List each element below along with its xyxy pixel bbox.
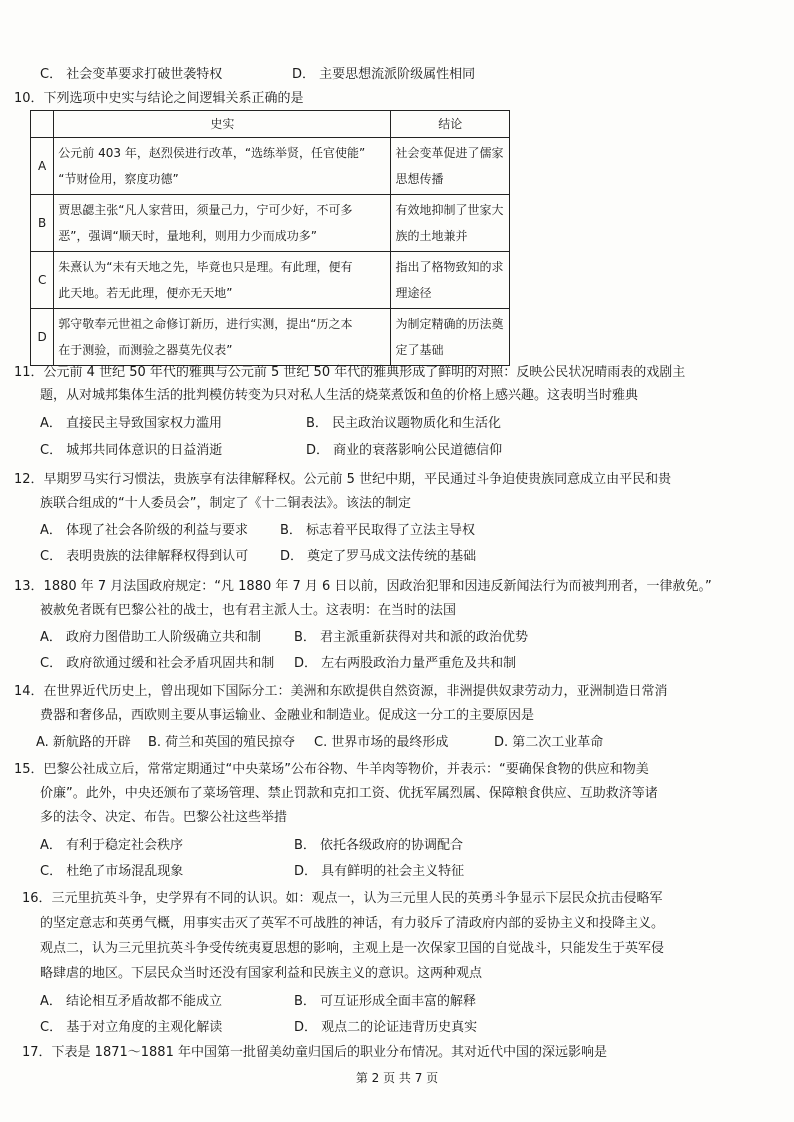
fact-line: 恶”，强调“顺天时，量地利，则用力少而成功多” [58, 229, 317, 243]
conclusion-line: 有效地抑制了世家大 [395, 203, 504, 217]
q11-option-d: D． 商业的衰落影响公民道德信仰 [306, 443, 503, 458]
table-header-conclusion: 结论 [391, 111, 510, 138]
q16-stem-line-4: 略肆虐的地区。下层民众当时还没有国家利益和民族主义的意识。这两种观点 [40, 966, 483, 981]
conclusion-line: 理途径 [395, 286, 432, 300]
q16-option-c: C． 基于对立角度的主观化解读 [40, 1020, 223, 1035]
q16-stem-line-1: 16．三元里抗英斗争，史学界有不同的认识。如：观点一，认为三元里人民的英勇斗争显示下层民众抗击侵略军 [22, 891, 663, 906]
conclusion-line: 定了基础 [395, 343, 444, 357]
q12-option-d: D． 奠定了罗马成文法传统的基础 [280, 549, 477, 564]
row-label: A [31, 138, 54, 195]
q12-stem-line-2: 族联合组成的“十人委员会”，制定了《十二铜表法》。该法的制定 [40, 496, 411, 511]
conclusion-line: 族的土地兼并 [395, 229, 468, 243]
row-fact [54, 138, 391, 195]
q14-stem-line-1: 14．在世界近代历史上，曾出现如下国际分工：美洲和东欧提供自然资源，非洲提供奴隶劳动力，亚洲制造日常消 [14, 684, 668, 699]
fact-line: 公元前 403 年，赵烈侯进行改革，“选练举贤，任官使能” [58, 146, 366, 160]
row-conclusion [391, 309, 510, 366]
q12-option-c: C． 表明贵族的法律解释权得到认可 [40, 549, 249, 564]
q12-option-b: B． 标志着平民取得了立法主导权 [280, 523, 476, 538]
row-conclusion [391, 252, 510, 309]
q10-stem: 10．下列选项中史实与结论之间逻辑关系正确的是 [14, 91, 304, 106]
table-row [31, 195, 510, 252]
q15-option-b: B． 依托各级政府的协调配合 [294, 838, 464, 853]
q15-option-c: C． 杜绝了市场混乱现象 [40, 864, 184, 879]
fact-line: “节财俭用，察度功德” [58, 172, 179, 186]
q14-option-b: B. 荷兰和英国的殖民掠夺 [148, 735, 296, 750]
q14-option-c: C. 世界市场的最终形成 [314, 735, 449, 750]
row-conclusion [391, 138, 510, 195]
q12-stem-line-1: 12．早期罗马实行习惯法，贵族享有法律解释权。公元前 5 世纪中期，平民通过斗争迫使贵族同意成立由平民和贵 [14, 472, 672, 487]
q16-option-b: B． 可互证形成全面丰富的解释 [294, 994, 477, 1009]
table-row [31, 138, 510, 195]
q11-option-a: A． 直接民主导致国家权力滥用 [40, 416, 223, 431]
fact-line: 朱熹认为“未有天地之先，毕竟也只是理。有此理，便有 [58, 260, 353, 274]
q13-stem-line-2: 被赦免者既有巴黎公社的战士，也有君主派人士。这表明：在当时的法国 [40, 603, 457, 618]
fact-line: 贾思勰主张“凡人家营田，须量己力，宁可少好，不可多 [58, 203, 353, 217]
q14-option-a: A. 新航路的开辟 [36, 735, 131, 750]
q9-option-c: C． 社会变革要求打破世袭特权 [40, 67, 223, 82]
q15-option-a: A． 有利于稳定社会秩序 [40, 838, 184, 853]
q10-table [30, 110, 510, 366]
table-header-label [31, 111, 54, 138]
q11-option-c: C． 城邦共同体意识的日益消逝 [40, 443, 223, 458]
q15-option-d: D． 具有鲜明的社会主义特征 [294, 864, 465, 879]
q11-option-b: B． 民主政治议题物质化和生活化 [306, 416, 502, 431]
conclusion-line: 社会变革促进了儒家 [395, 146, 504, 160]
table-row [31, 309, 510, 366]
q13-option-b: B． 君主派重新获得对共和派的政治优势 [294, 630, 529, 645]
page-footer: 第 2 页 共 7 页 [355, 1071, 439, 1085]
q15-stem-line-2: 价廉”。此外，中央还颁布了菜场管理、禁止罚款和克扣工资、优抚军属烈属、保障粮食供应、互助救济等诸 [40, 786, 658, 801]
q13-stem-line-1: 13．1880 年 7 月法国政府规定：“凡 1880 年 7 月 6 日以前，因政治犯罪和因违反新闻法行为而被判刑者，一律赦免。” [14, 579, 712, 594]
row-fact [54, 309, 391, 366]
fact-line: 在于测验，而测验之器莫先仪表” [58, 343, 233, 357]
conclusion-line: 为制定精确的历法奠 [395, 317, 504, 331]
q11-stem-line-1: 11．公元前 4 世纪 50 年代的雅典与公元前 5 世纪 50 年代的雅典形成了鲜明的对照：反映公民状况晴雨表的戏剧主 [14, 365, 686, 380]
table-header-row [31, 111, 510, 138]
conclusion-line: 指出了格物致知的求 [395, 260, 504, 274]
q11-stem-line-2: 题，从对城邦集体生活的批判模仿转变为只对私人生活的烧菜煮饭和鱼的价格上感兴趣。这表明当时雅典 [40, 388, 639, 403]
fact-line: 此天地。若无此理，便亦无天地” [58, 286, 233, 300]
table-row [31, 252, 510, 309]
q15-stem-line-1: 15．巴黎公社成立后，常常定期通过“中央菜场”公布谷物、牛羊肉等物价，并表示：“要确保食物的供应和物美 [14, 762, 649, 777]
q13-option-a: A． 政府力图借助工人阶级确立共和制 [40, 630, 262, 645]
row-fact [54, 195, 391, 252]
table-header-fact: 史实 [54, 111, 391, 138]
q12-option-a: A． 体现了社会各阶级的利益与要求 [40, 523, 249, 538]
q14-option-d: D. 第二次工业革命 [494, 735, 604, 750]
row-label: B [31, 195, 54, 252]
q13-option-c: C． 政府欲通过缓和社会矛盾巩固共和制 [40, 656, 275, 671]
q16-stem-line-3: 观点二，认为三元里抗英斗争受传统夷夏思想的影响，主观上是一次保家卫国的自觉战斗，只能发生于英军侵 [40, 941, 665, 956]
q15-stem-line-3: 多的法令、决定、布告。巴黎公社这些举措 [40, 810, 288, 825]
row-label: C [31, 252, 54, 309]
q14-stem-line-2: 费器和奢侈品，西欧则主要从事运输业、金融业和制造业。促成这一分工的主要原因是 [40, 708, 535, 723]
conclusion-line: 思想传播 [395, 172, 444, 186]
row-conclusion [391, 195, 510, 252]
q16-option-d: D． 观点二的论证违背历史真实 [294, 1020, 478, 1035]
row-fact [54, 252, 391, 309]
q16-option-a: A． 结论相互矛盾故都不能成立 [40, 994, 223, 1009]
row-label: D [31, 309, 54, 366]
q9-option-d: D． 主要思想流派阶级属性相同 [292, 67, 476, 82]
q13-option-d: D． 左右两股政治力量严重危及共和制 [294, 656, 517, 671]
q17-stem: 17．下表是 1871～1881 年中国第一批留美幼童归国后的职业分布情况。其对近代中国的深远影响是 [22, 1045, 607, 1060]
fact-line: 郭守敬奉元世祖之命修订新历，进行实测，提出“历之本 [58, 317, 353, 331]
q16-stem-line-2: 的坚定意志和英勇气概，用事实击灭了英军不可战胜的神话，有力驳斥了清政府内部的妥协主义和投降主义。 [40, 916, 665, 931]
